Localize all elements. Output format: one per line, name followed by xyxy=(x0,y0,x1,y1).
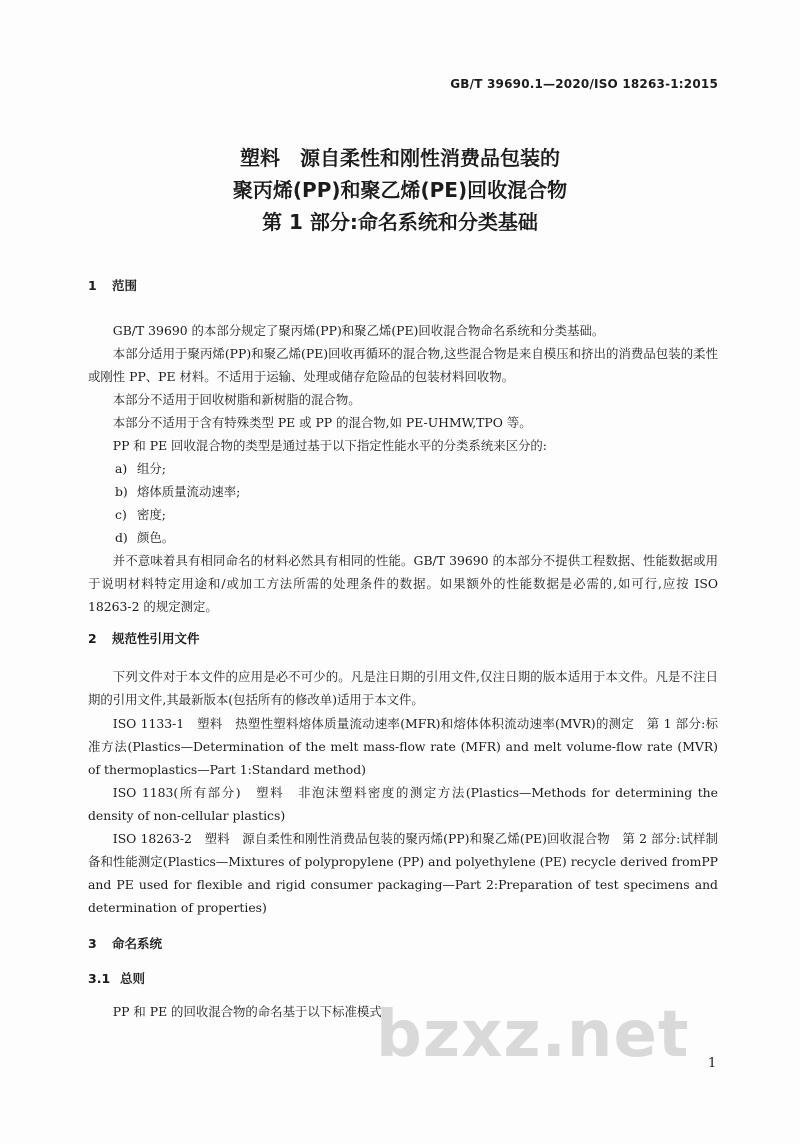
naming-system-paragraph: PP 和 PE 的回收混合物的命名基于以下标准模式: xyxy=(112,1004,386,1019)
section-3-heading xyxy=(88,934,162,952)
scope-paragraph-1: GB/T 39690 的本部分规定了聚丙烯(PP)和聚乙烯(PE)回收混合物命名系统和分类基础。 xyxy=(112,323,605,338)
list-item xyxy=(115,457,166,480)
doc-title-line-2: 聚丙烯(PP)和聚乙烯(PE)回收混合物 xyxy=(232,178,568,202)
reference-iso-1183: ISO 1183(所有部分) 塑料 非泡沫塑料密度的测定方法(Plastics—Methods for determining the density of non-cellular plastics) xyxy=(88,785,718,823)
subsection-3-1-heading xyxy=(88,969,145,987)
list-label: d) xyxy=(115,530,128,545)
section-title: 范围 xyxy=(112,278,138,293)
list-label: a) xyxy=(115,461,128,476)
scope-paragraph-5: PP 和 PE 回收混合物的类型是通过基于以下指定性能水平的分类系统来区分的: xyxy=(112,438,547,453)
list-item xyxy=(115,480,240,503)
list-item xyxy=(115,526,174,549)
doc-title-line-1: 塑料 源自柔性和刚性消费品包装的 xyxy=(240,146,560,170)
section-title: 命名系统 xyxy=(112,936,163,951)
list-item xyxy=(115,503,166,526)
list-text: 组分; xyxy=(137,461,166,476)
list-label: c) xyxy=(115,507,127,522)
section-number: 1 xyxy=(88,278,97,293)
list-label: b) xyxy=(115,484,128,499)
page-number: 1 xyxy=(708,1056,717,1071)
scope-paragraph-3: 本部分不适用于回收树脂和新树脂的混合物。 xyxy=(112,392,361,407)
subsection-number: 3.1 xyxy=(88,971,111,986)
watermark: bzxz.net xyxy=(376,998,690,1072)
reference-iso-1133-1: ISO 1133-1 塑料 热塑性塑料熔体质量流动速率(MFR)和熔体体积流动速率(MVR)的测定 第 1 部分:标准方法(Plastics—Determination of the melt mass-flow rate (MFR) and melt volume-flow rate (MVR) of thermoplastics—Part 1:Standard method) xyxy=(88,716,718,777)
list-text: 熔体质量流动速率; xyxy=(137,484,241,499)
section-number: 3 xyxy=(88,936,97,951)
section-number: 2 xyxy=(88,631,97,646)
list-text: 颜色。 xyxy=(137,530,175,545)
section-1-heading xyxy=(88,276,137,294)
list-text: 密度; xyxy=(137,507,166,522)
scope-paragraph-6: 并不意味着具有相同命名的材料必然具有相同的性能。GB/T 39690 的本部分不提供工程数据、性能数据或用于说明材料特定用途和/或加工方法所需的处理条件的数据。如果额外的性能数据是必需的,如可行,应按 ISO 18263-2 的规定测定。 xyxy=(88,553,718,614)
normative-refs-intro: 下列文件对于本文件的应用是必不可少的。凡是注日期的引用文件,仅注日期的版本适用于本文件。凡是不注日期的引用文件,其最新版本(包括所有的修改单)适用于本文件。 xyxy=(88,669,718,707)
scope-paragraph-4: 本部分不适用于含有特殊类型 PE 或 PP 的混合物,如 PE-UHMW,TPO 等。 xyxy=(112,415,532,430)
standard-code: GB/T 39690.1—2020/ISO 18263-1:2015 xyxy=(450,77,718,91)
section-title: 规范性引用文件 xyxy=(112,631,200,646)
reference-iso-18263-2: ISO 18263-2 塑料 源自柔性和刚性消费品包装的聚丙烯(PP)和聚乙烯(PE)回收混合物 第 2 部分:试样制备和性能测定(Plastics—Mixtures of polypropylene (PP) and polyethylene (PE) recycle derived fromPP and PE used for flexible and rigid consumer packaging—Part 2:Preparation of test specimens and determination of properties) xyxy=(88,831,718,915)
scope-paragraph-2: 本部分适用于聚丙烯(PP)和聚乙烯(PE)回收再循环的混合物,这些混合物是来自模压和挤出的消费品包装的柔性或刚性 PP、PE 材料。不适用于运输、处理或储存危险品的包装材料回收物。 xyxy=(88,346,718,384)
doc-title-line-3: 第 1 部分:命名系统和分类基础 xyxy=(262,210,538,234)
subsection-title: 总则 xyxy=(120,971,146,986)
section-2-heading xyxy=(88,629,200,647)
